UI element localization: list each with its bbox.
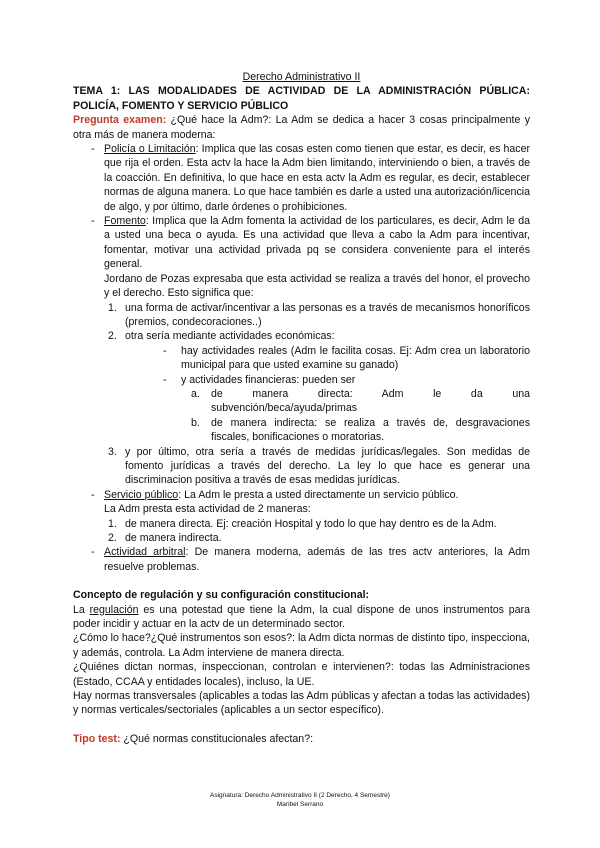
list-item-text: una forma de activar/incentivar a las personas es a través de mecanismos honoríficos (premios, condecoraciones..) — [125, 301, 530, 328]
paragraph-text: es una potestad que tiene la Adm, la cual dispone de unos instrumentos para poder incidir y actuar en la actv de un determinado sector. — [73, 603, 530, 631]
list-item — [73, 517, 530, 531]
test-text: ¿Qué normas constitucionales afectan?: — [120, 732, 314, 745]
text-policia: : Implica que las cosas esten como tienen que estar, es decir, es hacer que rija el orden. Esta actv la hace la Adm bien limitando, interviniendo o bien, a través de la coacción. En definitiva, lo que hace en esta actv la Adm es regular, es decir, establecer normas de alguna manera. Lo que hace también es darle a usted una autorización/licencia de algo, y por último, darle órdenes o prohibiciones. — [104, 143, 530, 213]
bullet-policia — [73, 142, 530, 214]
section-paragraph — [73, 603, 530, 632]
dash-marker: - — [91, 143, 95, 156]
sub-letter-text: de manera directa: Adm le da una — [211, 387, 530, 400]
list-item-text: y por último, otra sería a través de medidas jurídicas/legales. Son medidas de fomento jurídicas a través del derecho. La ley lo que hace es generar una discriminacion positiva a través de esas medidas jurídicas. — [125, 445, 530, 487]
dash-marker: - — [91, 215, 95, 228]
fomento-intro: Jordano de Pozas expresaba que esta actividad se realiza a través del honor, el provecho y el derecho. Esto significa que: — [104, 272, 530, 300]
exam-question — [73, 113, 530, 142]
bullet-servicio — [73, 488, 530, 502]
list-number: 3. — [108, 445, 117, 458]
term-regulacion: regulación — [89, 603, 139, 616]
list-number: 1. — [108, 301, 117, 314]
footer-author: Maribel Serrano — [276, 801, 324, 808]
test-label: Tipo test: — [73, 732, 121, 745]
text-arbitral: : De manera moderna, además de las tres actv anteriores, la Adm resuelve problemas. — [104, 546, 530, 573]
term-servicio: Servicio público — [104, 488, 179, 501]
list-item — [73, 531, 530, 545]
letter-marker: b. — [191, 416, 200, 429]
section-paragraph: ¿Quiénes dictan normas, inspeccionan, controlan e intervienen?: todas las Administraciones (Estado, CCAA y entidades locales), incluso, la UE. — [73, 661, 530, 688]
list-item-text: de manera indirecta. — [125, 532, 222, 544]
list-item — [73, 329, 530, 343]
paragraph-text: La — [73, 603, 90, 616]
term-policia: Policía o Limitación — [104, 143, 196, 156]
sub-letter-item — [73, 416, 530, 445]
list-number: 1. — [108, 517, 117, 530]
page-footer — [0, 791, 600, 809]
sub-dash-item — [73, 373, 530, 387]
bullet-arbitral — [73, 545, 530, 574]
bullet-fomento — [73, 214, 530, 272]
section-paragraph: Hay normas transversales (aplicables a todas las Adm públicas y afectan a todas las actividades) y normas verticales/sectoriales (aplicables a un sector específico). — [73, 690, 530, 717]
footer-course: Asignatura: Derecho Administrativo II (2 Derecho, 4 Semestre) — [210, 792, 390, 799]
test-question — [73, 732, 530, 746]
list-number: 2. — [108, 532, 117, 544]
sub-dash-item — [73, 344, 530, 373]
text-fomento: : Implica que la Adm fomenta la actividad de los particulares, es decir, Adm le da a usted una beca o ayuda. Es una actividad que lleva a cabo la Adm para incentivar, fomentar, motivar una actividad privada pq se considera conveniente para el interés general. — [104, 215, 530, 271]
sub-letter-text: de manera indirecta: se realiza a través de, desgravaciones fiscales, bonificaciones o moratorias. — [211, 416, 530, 444]
exam-question-label: Pregunta examen: — [73, 114, 167, 127]
text-servicio: : La Adm le presta a usted directamente un servicio público. — [178, 488, 459, 501]
dash-marker: - — [91, 488, 95, 501]
list-item-text: otra sería mediante actividades económicas: — [125, 330, 335, 343]
dash-marker: - — [163, 373, 167, 386]
document-page — [73, 70, 530, 746]
dash-marker: - — [163, 344, 167, 357]
list-item — [73, 301, 530, 330]
sub-dash-text: y actividades financieras: pueden ser — [181, 373, 356, 386]
sub-letter-continuation: subvención/beca/ayuda/primas — [211, 402, 358, 415]
section-heading: Concepto de regulación y su configuración constitucional: — [73, 589, 370, 602]
term-arbitral: Actividad arbitral — [104, 546, 186, 559]
list-item — [73, 445, 530, 488]
servicio-intro: La Adm presta esta actividad de 2 maneras: — [104, 503, 311, 516]
sub-dash-text: hay actividades reales (Adm le facilita cosas. Ej: Adm crea un laboratorio municipal para que usted examine su ganado) — [181, 344, 530, 372]
letter-marker: a. — [191, 387, 200, 400]
exam-question-text: ¿Qué hace la Adm?: La Adm se dedica a hacer 3 cosas principalmente y otra más de manera moderna: — [73, 114, 531, 141]
dash-marker: - — [91, 546, 95, 559]
topic-title: TEMA 1: LAS MODALIDADES DE ACTIVIDAD DE LA ADMINISTRACIÓN PÚBLICA: POLICÍA, FOMENTO Y SERVICIO PÚBLICO — [73, 85, 530, 112]
course-header: Derecho Administrativo II — [242, 71, 361, 83]
section-paragraph: ¿Cómo lo hace?¿Qué instrumentos son esos?: la Adm dicta normas de distinto tipo, inspecciona, y además, controla. La Adm interviene de manera directa. — [73, 632, 530, 659]
sub-letter-item — [73, 387, 530, 401]
term-fomento: Fomento — [104, 215, 146, 228]
list-item-text: de manera directa. Ej: creación Hospital y todo lo que hay dentro es de la Adm. — [125, 517, 497, 530]
list-number: 2. — [108, 330, 117, 343]
